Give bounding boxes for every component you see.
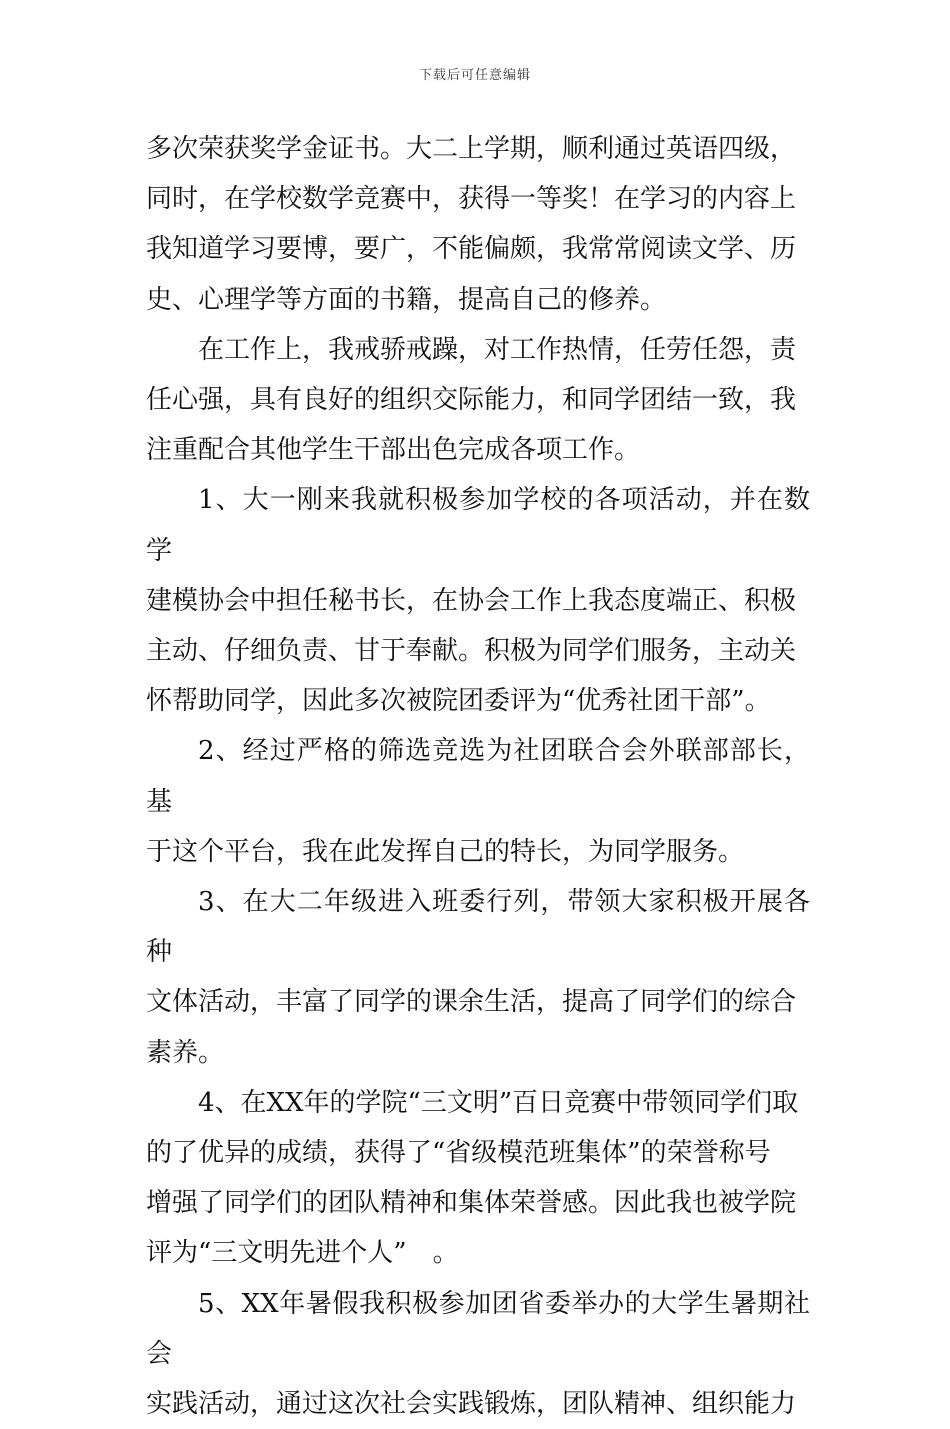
text-line: 素养。 <box>146 1037 225 1068</box>
paragraph-item-5 <box>146 1279 810 1429</box>
text-line: 1、大一刚来我就积极参加学校的各项活动，并在数学 <box>146 485 810 566</box>
text-line: 文体活动，丰富了同学的课余生活，提高了同学们的综合 <box>146 987 797 1018</box>
text-line: 的了优异的成绩，获得了“省级模范班集体”的荣誉称号 <box>146 1138 771 1169</box>
text-line: 增强了同学们的团队精神和集体荣誉感。因此我也被学院 <box>146 1188 797 1219</box>
document-body <box>146 124 810 1429</box>
text-line: 怀帮助同学，因此多次被院团委评为“优秀社团干部”。 <box>146 686 771 717</box>
text-line: 3、在大二年级进入班委行列，带领大家积极开展各种 <box>146 887 810 968</box>
text-line: 史、心理学等方面的书籍，提高自己的修养。 <box>146 284 667 315</box>
text-line: 在工作上，我戒骄戒躁，对工作热情，任劳任怨，责 <box>198 334 797 365</box>
text-line: 同时，在学校数学竞赛中，获得一等奖！在学习的内容上 <box>146 184 797 215</box>
text-line: 建模协会中担任秘书长，在协会工作上我态度端正、积极 <box>146 585 797 616</box>
paragraph-study <box>146 124 810 325</box>
text-line: 我知道学习要博，要广，不能偏颇，我常常阅读文学、历 <box>146 234 797 265</box>
text-line: 4、在XX年的学院“三文明”百日竞赛中带领同学们取 <box>198 1087 799 1118</box>
text-line: 任心强，具有良好的组织交际能力，和同学团结一致，我 <box>146 385 797 416</box>
text-line: 多次荣获奖学金证书。大二上学期，顺利通过英语四级， <box>146 134 797 164</box>
text-line: 主动、仔细负责、甘于奉献。积极为同学们服务，主动关 <box>146 636 797 667</box>
paragraph-item-1 <box>146 475 810 726</box>
paragraph-work <box>146 325 810 476</box>
paragraph-item-4 <box>146 1078 810 1279</box>
text-line: 评为“三文明先进个人” 。 <box>146 1238 459 1269</box>
paragraph-item-2 <box>146 726 810 877</box>
text-line: 注重配合其他学生干部出色完成各项工作。 <box>146 435 641 466</box>
text-line: 于这个平台，我在此发挥自己的特长，为同学服务。 <box>146 836 745 867</box>
text-line: 实践活动，通过这次社会实践锻炼，团队精神、组织能力 <box>146 1389 797 1420</box>
text-line: 5、XX年暑假我积极参加团省委举办的大学生暑期社会 <box>146 1288 810 1369</box>
text-line: 2、经过严格的筛选竞选为社团联合会外联部部长，基 <box>146 736 810 817</box>
page-header: 下载后可任意编辑 <box>418 68 531 83</box>
paragraph-item-3 <box>146 877 810 1078</box>
